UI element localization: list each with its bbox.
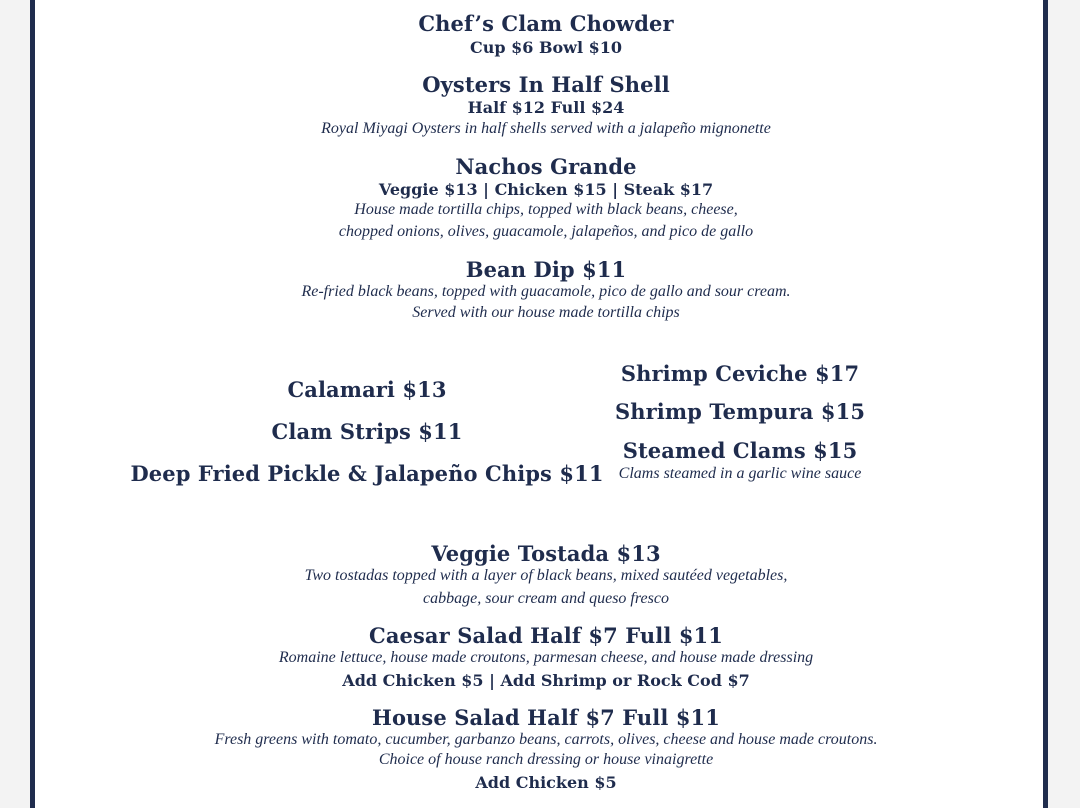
item-oysters-price: Half $12 Full $24 [467,98,625,117]
item-bean-dip-description-1: Re-fried black beans, topped with guacamole, pico de gallo and sour cream. [301,283,791,300]
item-house-salad-title: House Salad Half $7 Full $11 [372,705,720,730]
item-clam-chowder-title: Chef’s Clam Chowder [418,11,674,36]
item-clam-chowder-price: Cup $6 Bowl $10 [470,38,622,57]
item-nachos-description-1: House made tortilla chips, topped with black beans, cheese, [354,201,738,218]
item-shrimp-ceviche: Shrimp Ceviche $17 [620,361,860,386]
item-bean-dip-title: Bean Dip $11 [465,257,627,282]
item-bean-dip-description-2: Served with our house made tortilla chips [412,304,680,321]
item-shrimp-tempura: Shrimp Tempura $15 [614,399,866,424]
item-calamari: Calamari $13 [287,377,447,402]
item-clam-strips: Clam Strips $11 [271,419,463,444]
item-veggie-tostada-description-2: cabbage, sour cream and queso fresco [423,590,669,607]
item-oysters-description: Royal Miyagi Oysters in half shells served with a jalapeño mignonette [321,120,771,137]
item-nachos-description-2: chopped onions, olives, guacamole, jalapeños, and pico de gallo [338,223,754,240]
item-veggie-tostada-title: Veggie Tostada $13 [431,541,661,566]
item-nachos-price: Veggie $13 | Chicken $15 | Steak $17 [378,180,714,199]
item-house-salad-addons: Add Chicken $5 [475,773,617,792]
item-caesar-salad-title: Caesar Salad Half $7 Full $11 [369,623,723,648]
item-caesar-salad-addons: Add Chicken $5 | Add Shrimp or Rock Cod $7 [342,671,750,690]
item-house-salad-description-1: Fresh greens with tomato, cucumber, garbanzo beans, carrots, olives, cheese and house made croutons. [214,731,878,748]
item-veggie-tostada-description-1: Two tostadas topped with a layer of black beans, mixed sautéed vegetables, [304,567,788,584]
item-oysters-title: Oysters In Half Shell [422,72,670,97]
item-house-salad-description-2: Choice of house ranch dressing or house vinaigrette [378,751,714,768]
item-steamed-clams: Steamed Clams $15 [622,438,858,463]
item-pickle-chips: Deep Fried Pickle & Jalapeño Chips $11 [130,461,604,486]
item-caesar-salad-description: Romaine lettuce, house made croutons, parmesan cheese, and house made dressing [278,649,814,666]
item-steamed-clams-description: Clams steamed in a garlic wine sauce [618,465,862,482]
item-nachos-title: Nachos Grande [455,154,637,179]
